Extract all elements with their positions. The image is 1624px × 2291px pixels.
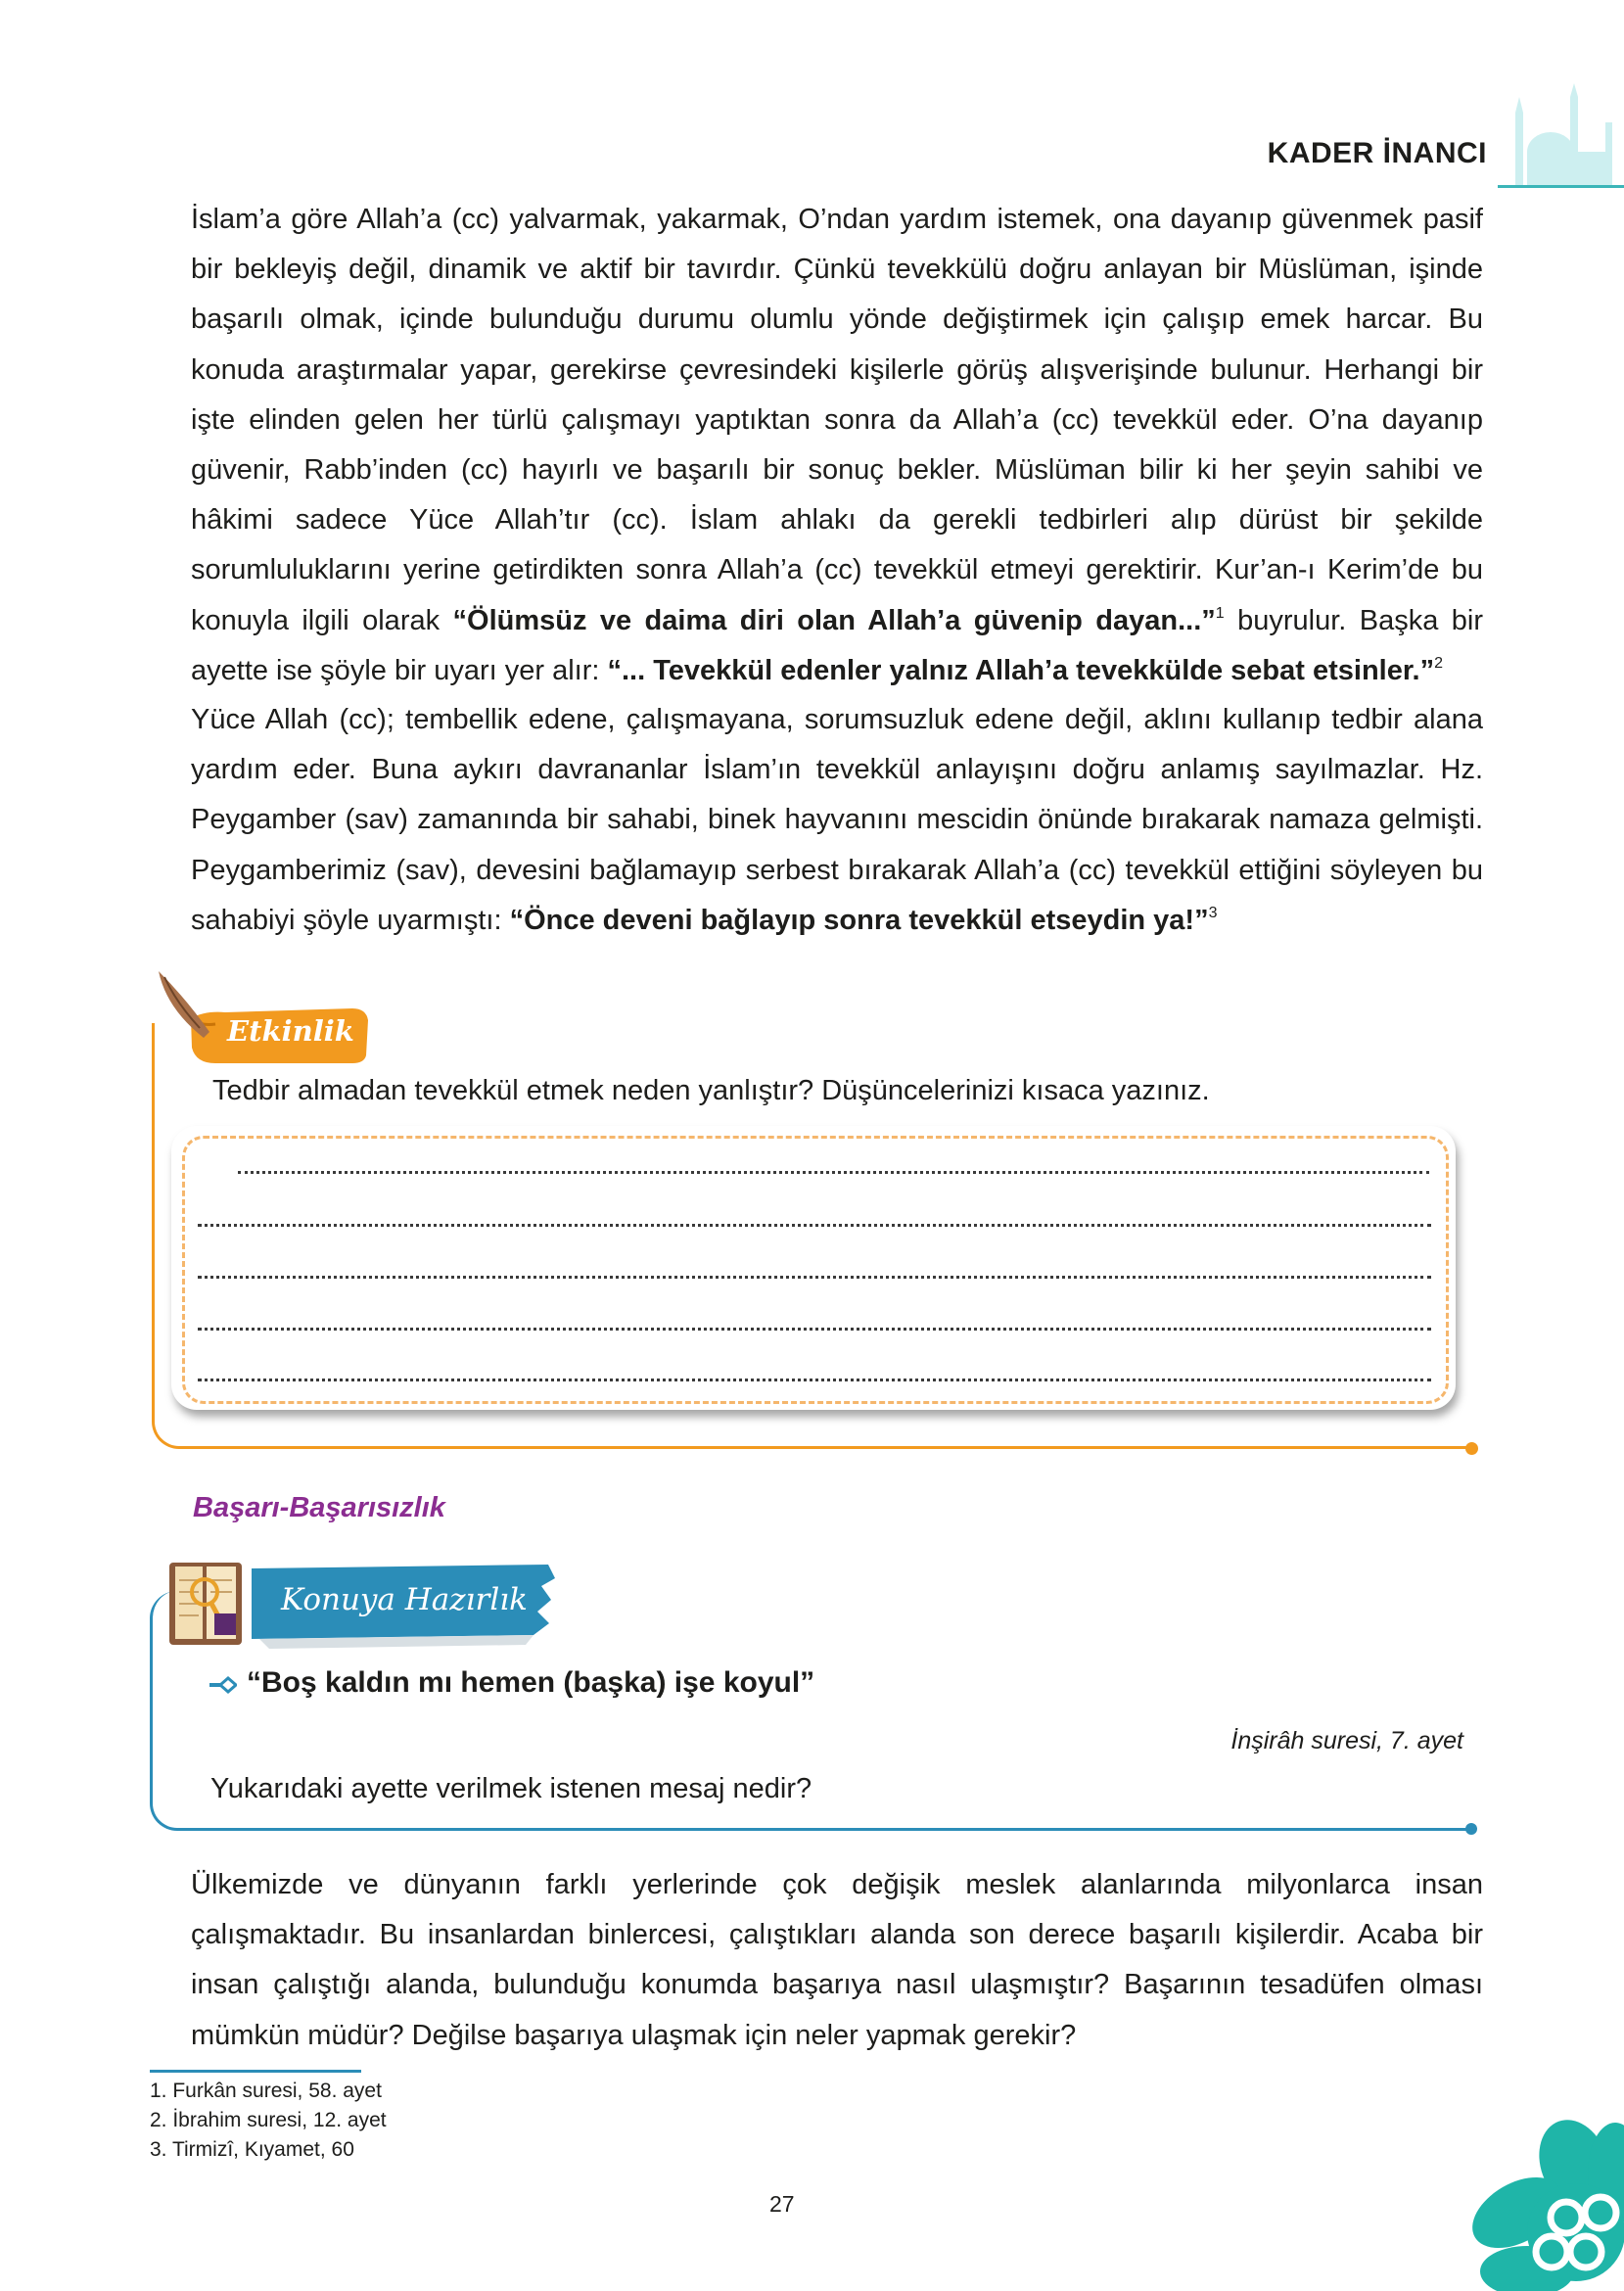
answer-line[interactable] <box>238 1171 1429 1174</box>
footnote-ref-2: 2 <box>1434 654 1443 672</box>
answer-line[interactable] <box>198 1328 1431 1331</box>
verse-source: İnşirâh suresi, 7. ayet <box>1230 1727 1463 1754</box>
mosque-decoration-icon <box>1508 83 1624 186</box>
quote-bold-2: “... Tevekkül edenler yalnız Allah’a tevekkülde sebat etsinler.” <box>607 654 1435 686</box>
chapter-title: KADER İNANCI <box>1267 137 1487 169</box>
verse-quote: “Boş kaldın mı hemen (başka) işe koyul” <box>247 1666 815 1699</box>
preparation-frame-dot <box>1465 1823 1477 1835</box>
footnote-2: 2. İbrahim suresi, 12. ayet <box>150 2109 387 2131</box>
quote-bold-1: “Ölümsüz ve daima diri olan Allah’a güvenip dayan...” <box>452 604 1216 636</box>
answer-line[interactable] <box>198 1276 1431 1279</box>
quote-bold-3: “Önce deveni bağlayıp sonra tevekkül etseydin ya!” <box>509 904 1209 936</box>
activity-question: Tedbir almadan tevekkül etmek neden yanlıştır? Düşüncelerinizi kısaca yazınız. <box>212 1075 1210 1106</box>
footnote-rule <box>150 2070 361 2073</box>
answer-line[interactable] <box>198 1379 1431 1381</box>
footnote-ref-3: 3 <box>1208 904 1218 921</box>
activity-label: Etkinlik <box>227 1014 354 1048</box>
flower-ornament-icon <box>1459 2105 1624 2291</box>
paragraph-1: İslam’a göre Allah’a (cc) yalvarmak, yakarmak, O’ndan yardım istemek, ona dayanıp güvenmek pasif bir bekleyiş değil, dinamik ve aktif bir tavırdır. Çünkü tevekkülü doğru anlayan bir Müslüman, işinde başarılı olmak, içinde bulunduğu durumu olumlu yönde değiştirmek için çalışıp emek harcar. Bu konuda araştırmalar yapar, gerekirse çevresindeki kişilerle görüş alışverişinde bulunur. Herhangi bir işte elinden gelen her türlü çalışmayı yaptıktan sonra da Allah’a (cc) tevekkül eder. O’na dayanıp güvenir, Rabb’inden (cc) hayırlı ve başarılı bir sonuç bekler. Müslüman bilir ki her şeyin sahibi ve hâkimi sadece Yüce Allah’tır (cc). İslam ahlakı da gerekli tedbirleri alıp dürüst bir şekilde sorumluluklarını yerine getirdikten sonra Allah’a (cc) tevekkül etmeyi gerektirir. Kur’an-ı Kerim’de bu konuyla ilgili olarak “Ölümsüz ve daima diri olan Allah’a güvenip dayan...”$^1$ buyrulur. Başka bir ayette ise şöyle bir uyarı yer alır: “... Tevekkül edenler yalnız Allah’a tevekkülde sebat etsinler.”$^2$ <box>191 204 1483 686</box>
answer-line[interactable] <box>198 1224 1431 1227</box>
footnote-1: 1. Furkân suresi, 58. ayet <box>150 2080 382 2102</box>
header-rule <box>1498 185 1624 188</box>
footnote-ref-1: 1 <box>1215 604 1225 622</box>
activity-frame-dot <box>1465 1442 1478 1455</box>
paragraph-2: Yüce Allah (cc); tembellik edene, çalışmayana, sorumsuzluk edene değil, aklını kullanıp tedbir alana yardım eder. Buna aykırı davrananlar İslam’ın tevekkül anlayışını doğru anlamış sayılmazlar. Hz. Peygamber (sav) zamanında bir sahabi, binek hayvanını mescidin önünde bırakarak namaza gelmişti. Peygamberimiz (sav), devesini bağlamayıp serbest bırakarak Allah’a (cc) tevekkül ettiğini söyleyen bu sahabiyi şöyle uyarmıştı: “Önce deveni bağlayıp sonra tevekkül etseydin ya!”$^3$ <box>191 704 1483 936</box>
paragraph-3: Ülkemizde ve dünyanın farklı yerlerinde çok değişik meslek alanlarında milyonlarca insan çalışmaktadır. Bu insanlardan binlercesi, çalıştıkları alanda son derece başarılı kişilerdir. Acaba bir insan çalıştığı alanda, bulunduğu konumda başarıya nasıl ulaşmıştır? Başarının tesadüfen olması mümkün müdür? Değilse başarıya ulaşmak için neler yapmak gerekir? <box>191 1869 1483 2051</box>
answer-area[interactable] <box>182 1136 1449 1404</box>
preparation-question: Yukarıdaki ayette verilmek istenen mesaj nedir? <box>210 1773 812 1804</box>
section-title: Başarı-Başarısızlık <box>193 1492 445 1523</box>
footnote-3: 3. Tirmizî, Kıyamet, 60 <box>150 2138 354 2161</box>
page-number: 27 <box>769 2191 795 2217</box>
bullet-arrow-icon <box>208 1674 237 1696</box>
preparation-label: Konuya Hazırlık <box>281 1582 528 1617</box>
